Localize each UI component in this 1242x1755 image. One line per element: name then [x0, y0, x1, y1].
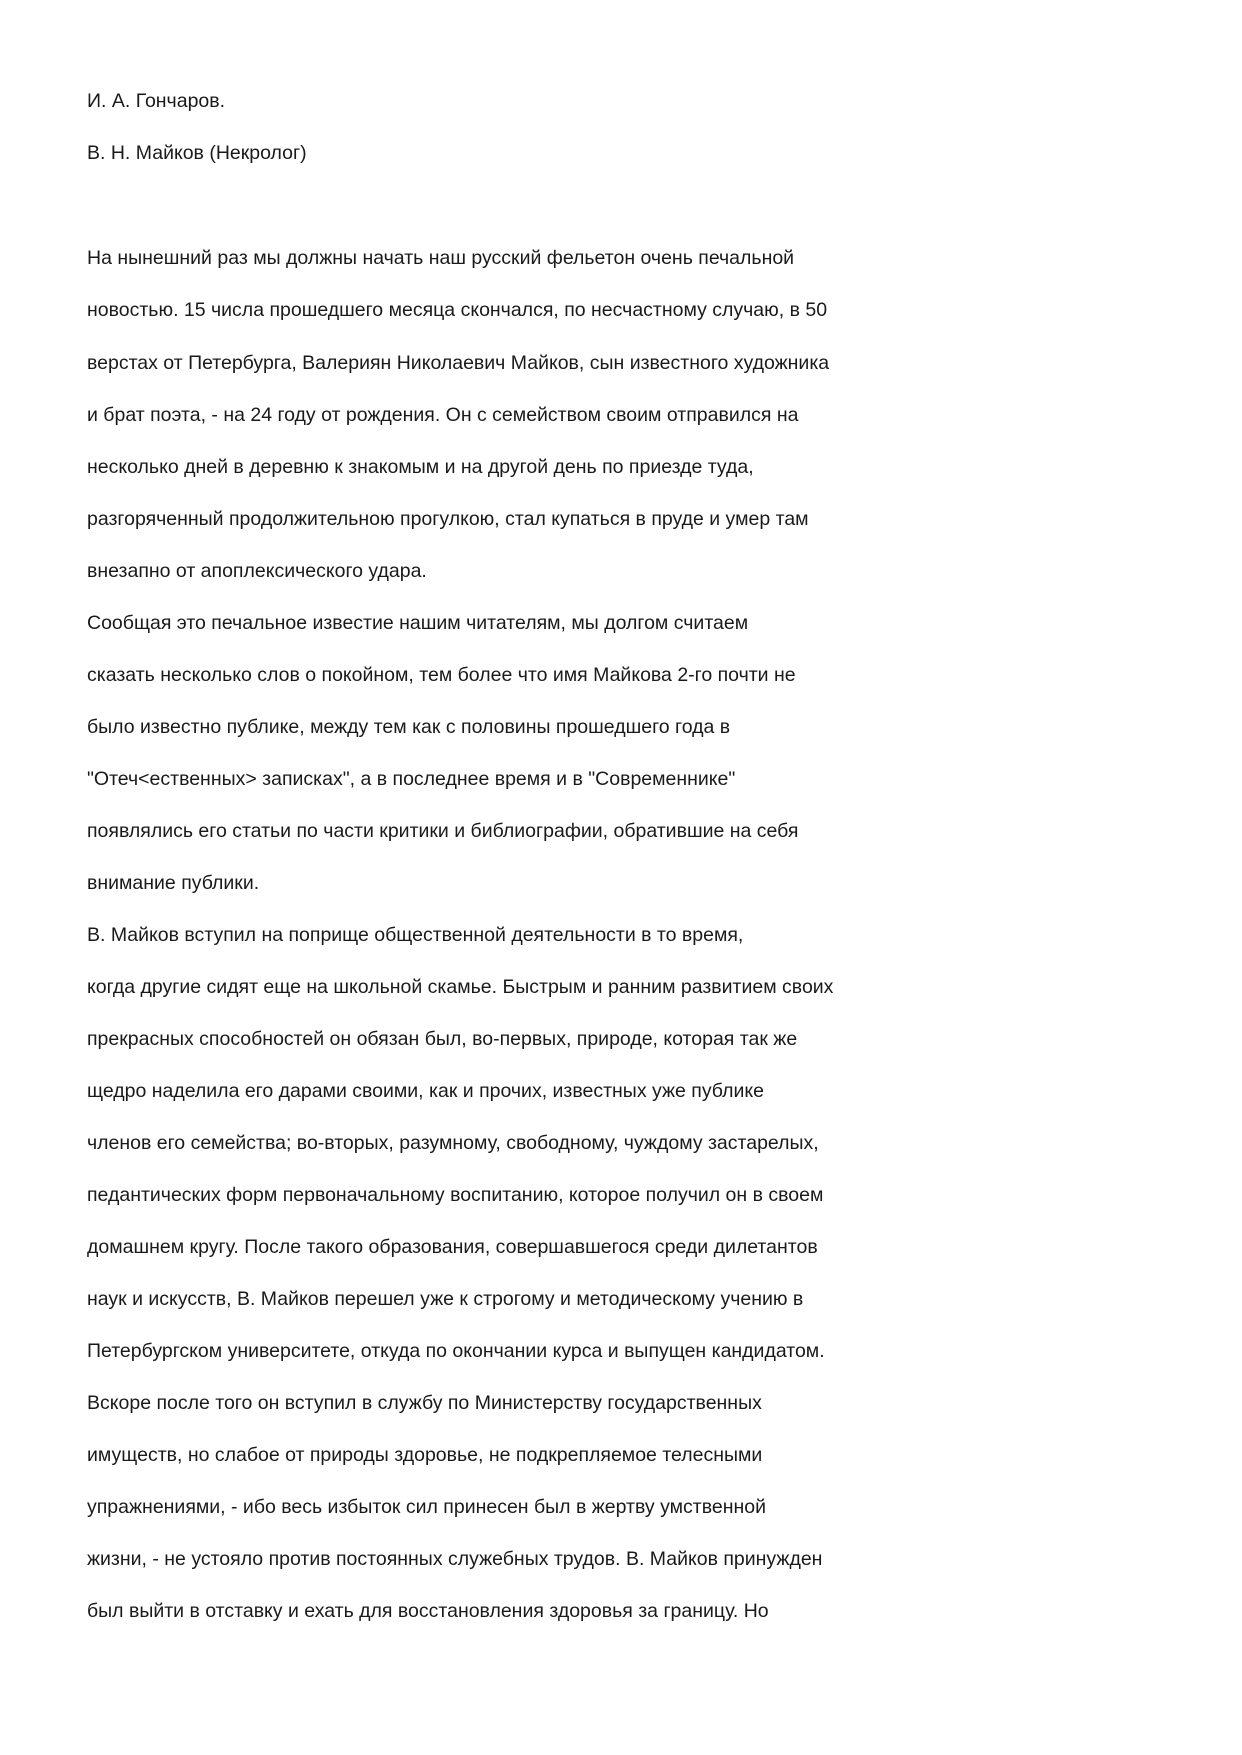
text-line: несколько дней в деревню к знакомым и на другой день по приезде туда, [87, 456, 754, 478]
text-line: было известно публике, между тем как с половины прошедшего года в [87, 716, 731, 738]
text-line: членов его семейства; во-вторых, разумному, свободному, чуждому застарелых, [87, 1132, 819, 1154]
text-line: имуществ, но слабое от природы здоровье, не подкрепляемое телесными [87, 1444, 763, 1466]
text-line: новостью. 15 числа прошедшего месяца скончался, по несчастному случаю, в 50 [87, 299, 828, 321]
text-line: "Отеч<ественных> записках", а в последнее время и в "Современнике" [87, 768, 736, 790]
text-line: когда другие сидят еще на школьной скамье. Быстрым и ранним развитием своих [87, 976, 834, 998]
title-line: В. Н. Майков (Некролог) [87, 142, 307, 164]
text-line: жизни, - не устояло против постоянных служебных трудов. В. Майков принужден [87, 1548, 823, 1570]
text-line: и брат поэта, - на 24 году от рождения. Он с семейством своим отправился на [87, 404, 799, 426]
text-line: наук и искусств, В. Майков перешел уже к строгому и методическому учению в [87, 1288, 804, 1310]
text-line: внимание публики. [87, 872, 260, 894]
text-line: щедро наделила его дарами своими, как и прочих, известных уже публике [87, 1080, 764, 1102]
text-line: На нынешний раз мы должны начать наш русский фельетон очень печальной [87, 247, 795, 269]
text-line: разгоряченный продолжительною прогулкою, стал купаться в пруде и умер там [87, 508, 809, 530]
text-line: Сообщая это печальное известие нашим читателям, мы долгом считаем [87, 612, 749, 634]
text-line: Вскоре после того он вступил в службу по Министерству государственных [87, 1392, 762, 1414]
text-line: сказать несколько слов о покойном, тем более что имя Майкова 2-го почти не [87, 664, 796, 686]
text-line: верстах от Петербурга, Валериян Николаевич Майков, сын известного художника [87, 352, 830, 374]
author-line: И. А. Гончаров. [87, 90, 226, 112]
text-line: В. Майков вступил на поприще общественной деятельности в то время, [87, 924, 744, 946]
text-line: внезапно от апоплексического удара. [87, 560, 427, 582]
text-line: педантических форм первоначальному воспитанию, которое получил он в своем [87, 1184, 824, 1206]
text-line: упражнениями, - ибо весь избыток сил принесен был в жертву умственной [87, 1496, 766, 1518]
text-line: появлялись его статьи по части критики и библиографии, обратившие на себя [87, 820, 799, 842]
text-line: был выйти в отставку и ехать для восстановления здоровья за границу. Но [87, 1600, 769, 1622]
text-line: прекрасных способностей он обязан был, во-первых, природе, которая так же [87, 1028, 798, 1050]
text-line: домашнем кругу. После такого образования, совершавшегося среди дилетантов [87, 1236, 818, 1258]
text-line: Петербургском университете, откуда по окончании курса и выпущен кандидатом. [87, 1340, 825, 1362]
